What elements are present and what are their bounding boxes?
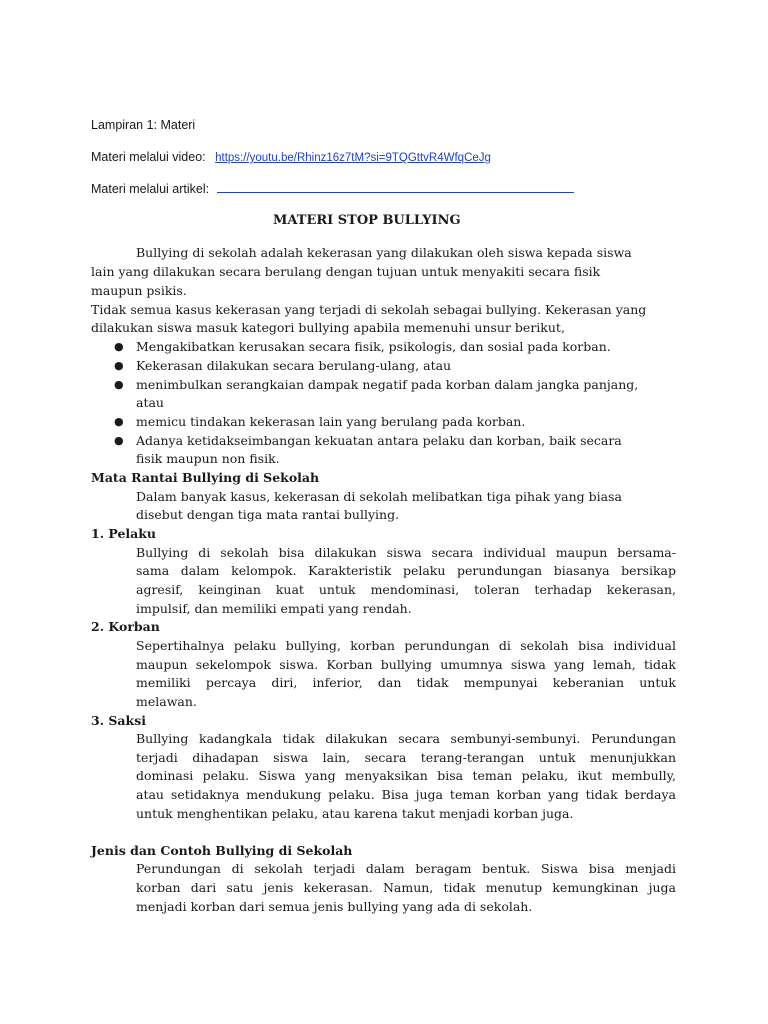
video-link[interactable]: https://youtu.be/Rhinz16z7tM?si=9TQGttvR4WfqCeJg bbox=[215, 152, 491, 164]
bullet-icon: ● bbox=[114, 378, 124, 391]
paragraph-line: terjadi dihadapan siswa lain, secara terang-terangan untuk menunjukkan bbox=[136, 750, 676, 765]
paragraph-line: impulsif, dan memiliki empati yang rendah. bbox=[136, 601, 412, 616]
intro-line: Tidak semua kasus kekerasan yang terjadi di sekolah sebagai bullying. Kekerasan yang bbox=[91, 302, 647, 317]
section-heading: Mata Rantai Bullying di Sekolah bbox=[91, 470, 320, 485]
paragraph-line: melawan. bbox=[136, 694, 197, 709]
paragraph-line: Bullying di sekolah bisa dilakukan siswa secara individual maupun bersama- bbox=[136, 545, 676, 560]
artikel-label: Materi melalui artikel: bbox=[91, 182, 210, 196]
paragraph-line: dominasi pelaku. Siswa yang menyaksikan bisa teman pelaku, ikut membully, bbox=[136, 768, 676, 783]
intro-line: lain yang dilakukan secara berulang dengan tujuan untuk menyakiti secara fisik bbox=[91, 264, 601, 279]
video-row bbox=[91, 149, 491, 166]
intro-line: maupun psikis. bbox=[91, 283, 187, 298]
paragraph-line: Sepertihalnya pelaku bullying, korban perundungan di sekolah bisa individual bbox=[136, 638, 676, 653]
bullet-item: memicu tindakan kekerasan lain yang berulang pada korban. bbox=[136, 414, 526, 429]
paragraph-line: Perundungan di sekolah terjadi dalam beragam bentuk. Siswa bisa menjadi bbox=[136, 861, 676, 876]
intro-line: Bullying di sekolah adalah kekerasan yang dilakukan oleh siswa kepada siswa bbox=[136, 245, 632, 260]
subsection-heading: 3. Saksi bbox=[91, 713, 146, 728]
artikel-link-blank[interactable] bbox=[217, 182, 574, 193]
subsection-heading: 1. Pelaku bbox=[91, 526, 157, 541]
paragraph-line: Bullying kadangkala tidak dilakukan secara sembunyi-sembunyi. Perundungan bbox=[136, 731, 676, 746]
lampiran-label: Lampiran 1: Materi bbox=[91, 118, 196, 132]
bullet-item-continued: fisik maupun non fisik. bbox=[136, 451, 280, 466]
bullet-icon: ● bbox=[114, 415, 124, 428]
paragraph-line: Dalam banyak kasus, kekerasan di sekolah melibatkan tiga pihak yang biasa bbox=[136, 489, 622, 504]
bullet-icon: ● bbox=[114, 359, 124, 372]
artikel-row bbox=[91, 181, 574, 197]
paragraph-line: memiliki percaya diri, inferior, dan tidak mempunyai keberanian untuk bbox=[136, 675, 676, 690]
bullet-item: menimbulkan serangkaian dampak negatif pada korban dalam jangka panjang, bbox=[136, 377, 639, 392]
subsection-heading: 2. Korban bbox=[91, 619, 160, 634]
bullet-item: Kekerasan dilakukan secara berulang-ulang, atau bbox=[136, 358, 452, 373]
video-label: Materi melalui video: bbox=[91, 150, 206, 164]
bullet-icon: ● bbox=[114, 434, 124, 447]
bullet-item: Adanya ketidakseimbangan kekuatan antara pelaku dan korban, baik secara bbox=[136, 433, 622, 448]
intro-line: dilakukan siswa masuk kategori bullying apabila memenuhi unsur berikut, bbox=[91, 320, 565, 335]
paragraph-line: agresif, keinginan kuat untuk mendominasi, toleran terhadap kekerasan, bbox=[136, 582, 676, 597]
paragraph-line: korban dari satu jenis kekerasan. Namun, tidak menutup kemungkinan juga bbox=[136, 880, 676, 895]
paragraph-line: atau setidaknya mendukung pelaku. Bisa juga teman korban yang tidak berdaya bbox=[136, 787, 676, 802]
paragraph-line: maupun sekelompok siswa. Korban bullying umumnya siswa yang lemah, tidak bbox=[136, 657, 676, 672]
paragraph-line: menjadi korban dari semua jenis bullying yang ada di sekolah. bbox=[136, 899, 533, 914]
paragraph-line: disebut dengan tiga mata rantai bullying. bbox=[136, 507, 400, 522]
bullet-icon: ● bbox=[114, 340, 124, 353]
paragraph-line: untuk menghentikan pelaku, atau karena takut menjadi korban juga. bbox=[136, 806, 574, 821]
bullet-item: Mengakibatkan kerusakan secara fisik, psikologis, dan sosial pada korban. bbox=[136, 339, 611, 354]
bullet-item-continued: atau bbox=[136, 395, 164, 410]
section-heading: Jenis dan Contoh Bullying di Sekolah bbox=[91, 843, 353, 858]
paragraph-line: sama dalam kelompok. Karakteristik pelaku perundungan biasanya bersikap bbox=[136, 563, 676, 578]
page-title: MATERI STOP BULLYING bbox=[273, 213, 461, 228]
